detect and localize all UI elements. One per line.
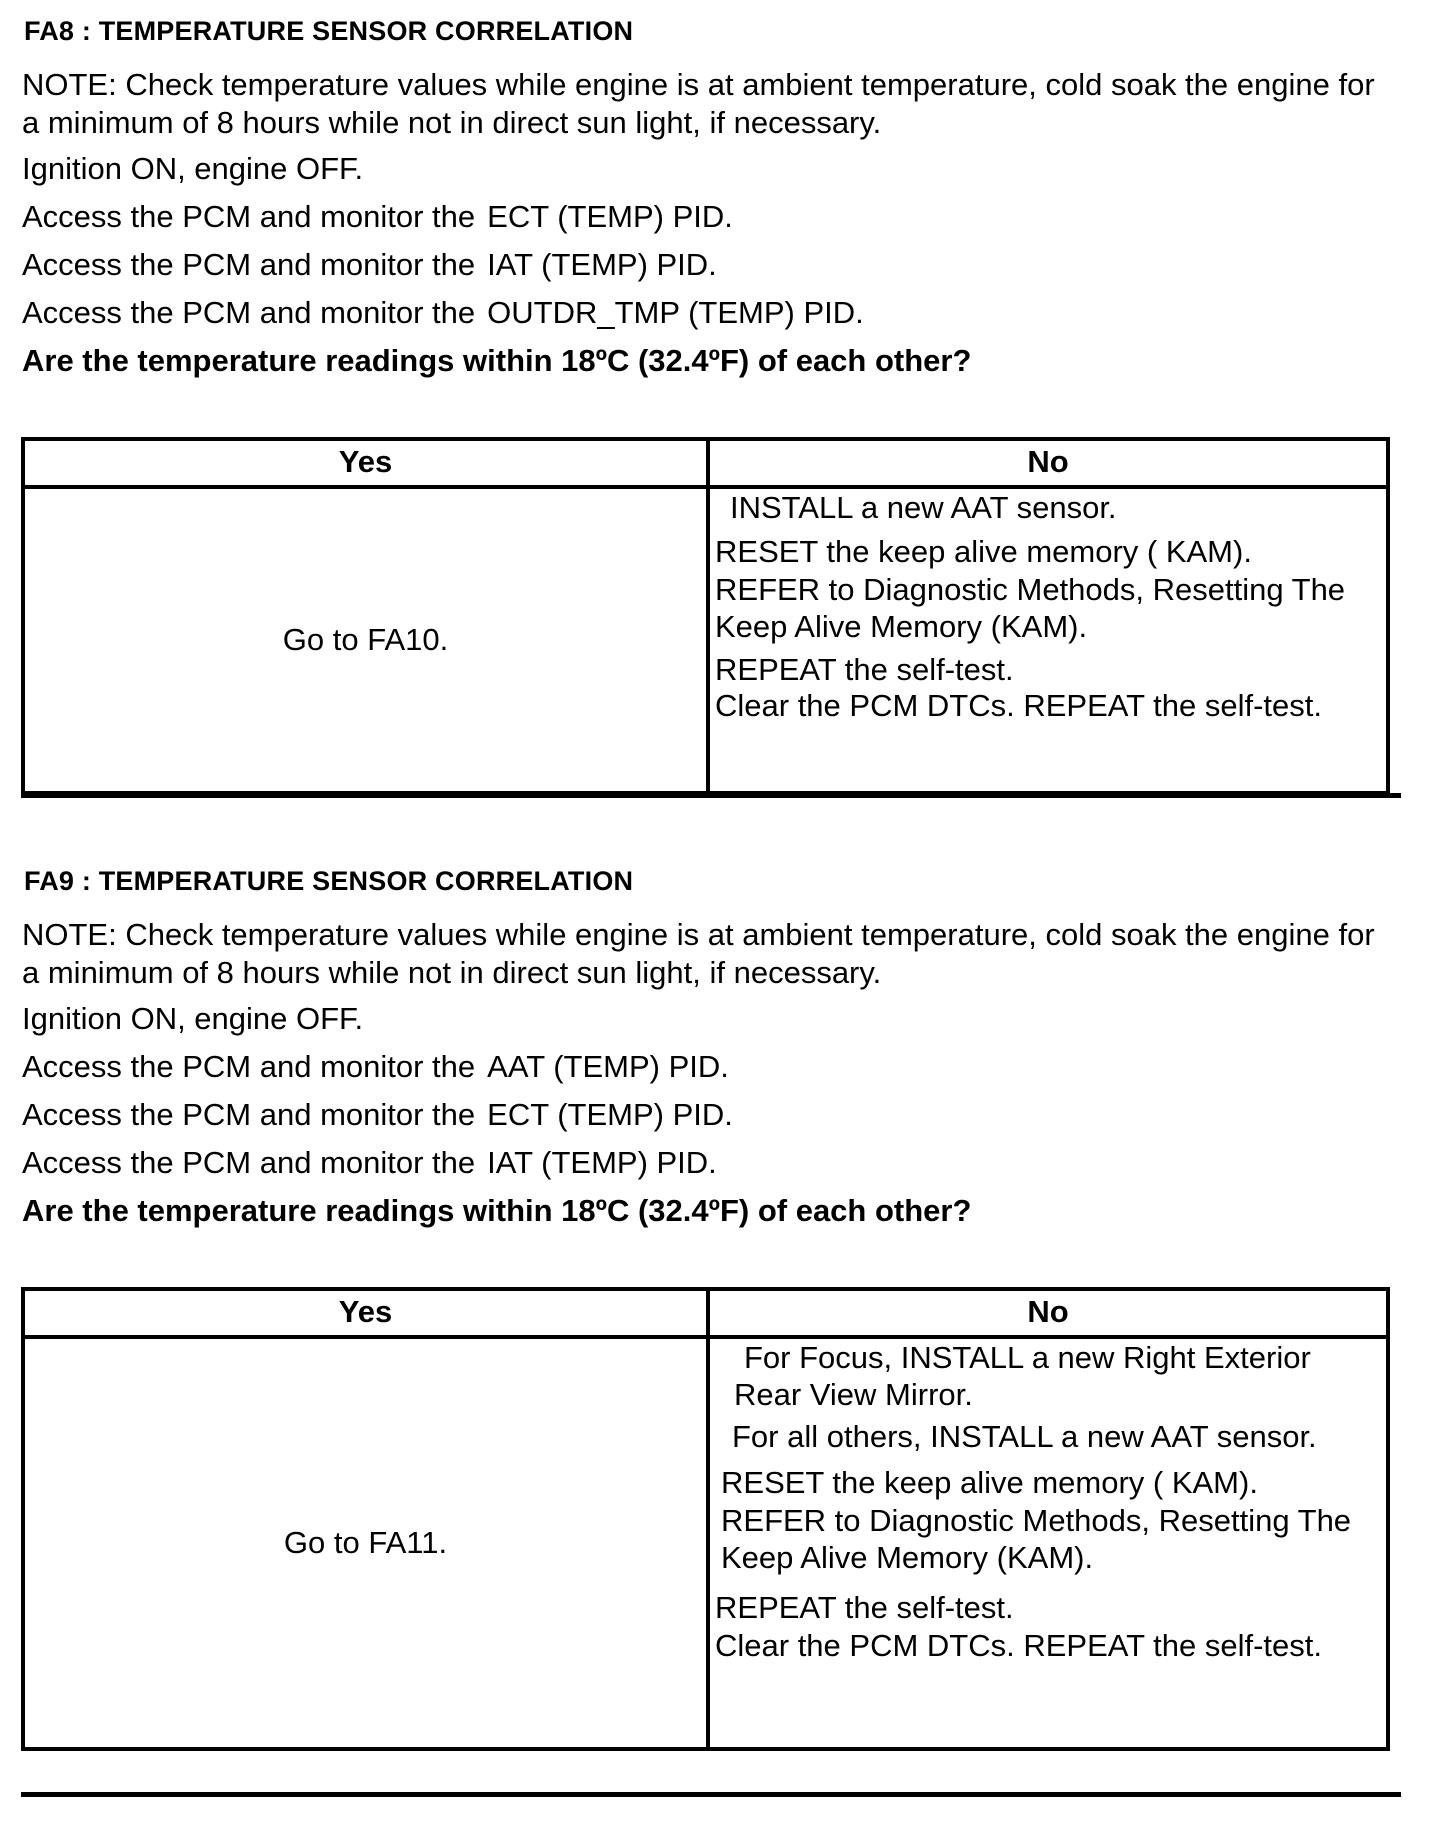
access-instruction [22, 294, 864, 332]
no-step: REFER to Diagnostic Methods, Resetting The [721, 1503, 1352, 1538]
access-prefix: Access the PCM and monitor the [22, 199, 476, 234]
question-text: Are the temperature readings within 18ºC (32.4ºF) of each other? [22, 1193, 972, 1228]
access-prefix: Access the PCM and monitor the [22, 1145, 476, 1180]
pid-name: ECT (TEMP) PID. [487, 1097, 733, 1132]
access-prefix: Access the PCM and monitor the [22, 247, 476, 282]
section-divider [21, 793, 1401, 798]
pid-name: IAT (TEMP) PID. [487, 247, 717, 282]
no-step: For all others, INSTALL a new AAT sensor. [732, 1419, 1317, 1454]
no-step: REPEAT the self-test. [715, 1590, 1014, 1625]
section-title: FA8 : TEMPERATURE SENSOR CORRELATION [24, 16, 634, 46]
table-header-row [25, 1291, 1386, 1339]
no-step: For Focus, INSTALL a new Right Exterior [744, 1340, 1311, 1375]
access-prefix: Access the PCM and monitor the [22, 1049, 476, 1084]
pid-name: IAT (TEMP) PID. [487, 1145, 717, 1180]
access-instruction [22, 198, 733, 236]
no-step: RESET the keep alive memory ( KAM). [715, 534, 1252, 569]
no-header: No [1027, 444, 1069, 479]
question-text: Are the temperature readings within 18ºC (32.4ºF) of each other? [22, 343, 972, 378]
decision-table [21, 437, 1390, 795]
no-step: Clear the PCM DTCs. REPEAT the self-test. [715, 1628, 1322, 1663]
no-step: Rear View Mirror. [734, 1377, 973, 1412]
access-instruction [22, 1144, 717, 1182]
yes-header: Yes [25, 441, 710, 485]
section-title: FA9 : TEMPERATURE SENSOR CORRELATION [24, 866, 634, 896]
note-text: NOTE: Check temperature values while engine is at ambient temperature, cold soak the engine for a minimum of 8 hours while not in direct sun light, if necessary. [22, 917, 1375, 990]
table-row [25, 489, 1386, 791]
ignition-instruction: Ignition ON, engine OFF. [22, 151, 364, 186]
no-step: RESET the keep alive memory ( KAM). [721, 1465, 1258, 1500]
access-prefix: Access the PCM and monitor the [22, 295, 476, 330]
no-step: REFER to Diagnostic Methods, Resetting The [715, 572, 1346, 607]
yes-action: Go to FA10. [25, 489, 710, 791]
table-row [25, 1339, 1386, 1747]
no-step: Keep Alive Memory (KAM). [715, 609, 1088, 644]
no-step: REPEAT the self-test. [715, 652, 1014, 687]
access-instruction [22, 1048, 729, 1086]
no-step: Keep Alive Memory (KAM). [721, 1540, 1094, 1575]
access-instruction [22, 246, 717, 284]
section-divider [21, 1792, 1401, 1797]
decision-table [21, 1287, 1390, 1751]
no-header: No [1027, 1294, 1069, 1329]
yes-action: Go to FA11. [25, 1339, 710, 1747]
pid-name: AAT (TEMP) PID. [487, 1049, 729, 1084]
no-actions [710, 1339, 1386, 1747]
access-instruction [22, 1096, 733, 1134]
note-text: NOTE: Check temperature values while engine is at ambient temperature, cold soak the engine for a minimum of 8 hours while not in direct sun light, if necessary. [22, 67, 1375, 140]
ignition-instruction: Ignition ON, engine OFF. [22, 1001, 364, 1036]
no-step: Clear the PCM DTCs. REPEAT the self-test. [715, 688, 1322, 723]
no-step: INSTALL a new AAT sensor. [730, 490, 1117, 525]
table-header-row [25, 441, 1386, 489]
pid-name: ECT (TEMP) PID. [487, 199, 733, 234]
access-prefix: Access the PCM and monitor the [22, 1097, 476, 1132]
no-actions [710, 489, 1386, 791]
yes-header: Yes [25, 1291, 710, 1335]
pid-name: OUTDR_TMP (TEMP) PID. [487, 295, 864, 330]
